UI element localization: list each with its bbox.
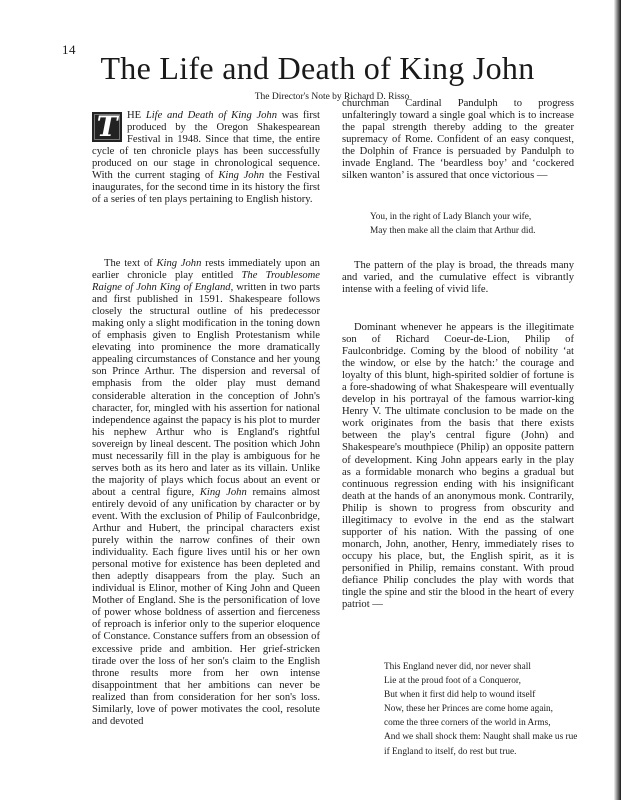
page-edge-shadow — [614, 0, 621, 800]
italic-run: The Troublesome Raigne of John King of England — [92, 270, 320, 294]
italic-run: King John — [199, 486, 247, 498]
block-quote-1 — [370, 210, 536, 238]
text-run: rests immediately upon an earlier chronicle play entitled — [92, 258, 320, 282]
text-run: The text of — [104, 258, 157, 269]
body-paragraph-left — [92, 258, 320, 728]
quote-line: Now, these her Princes are come home again, — [384, 704, 554, 715]
right-paragraph-1-text: churchman Cardinal Pandulph to progress unfalteringly toward a single goal which is to increase the papal strength thereby adding to the greater supremacy of Rome. Confident of an easy conquest, the Dolphin of France is persuaded by Pandulph to invade England. The ‘beardless boy’ and ‘cockered silken wanton’ is assured that once victorious — — [342, 98, 574, 182]
quote-line: You, in the right of Lady Blanch your wife, — [370, 212, 532, 222]
page-title: The Life and Death of King John — [100, 50, 535, 86]
byline: The Director's Note by Richard D. Risso — [254, 92, 410, 102]
text-run: remains almost entirely devoid of any unification by character or by event. With the exclusion of Philip of Faulconbridge, Arthur and Hubert, the principal characters exist purely within the narrow confines of their own individuality. Each figure lives until his or her own personal motive for existence has been depleted and then adeptly disappears from the play. Such an individual is Elinor, mother of King John and Queen Mother of England. She is the personification of love of power whose boldness of assertion and fierceness of reproach is inferior only to the superior eloquence of Constance. Constance suffers from an obsession of excessive pride and ambition. Her grief-stricken tirade over the loss of her son's claim to the English throne results more from her own intense disappointment that her ambitions can never be realized than from consideration for her son's loss. Similarly, love of power motivates the cool, resolute and devoted — [92, 486, 320, 727]
left-paragraph-text — [92, 258, 320, 728]
drop-cap-ornament: T — [92, 112, 122, 142]
body-paragraph-right-1 — [342, 98, 574, 182]
quote-line: come the three corners of the world in Arms, — [384, 718, 551, 729]
italic-run: King John — [218, 170, 265, 182]
quote-line: But when it first did help to wound itself — [384, 690, 536, 701]
body-paragraph-right-3 — [342, 322, 574, 611]
quote-line: And we shall shock them: Naught shall make us rue — [384, 732, 578, 743]
intro-text — [92, 110, 320, 205]
italic-run: King John — [156, 258, 202, 269]
text-run: the Festival inaugurates, for the second time in its history the first of a series of ten plays pertaining to English history. — [92, 170, 320, 206]
text-run: was first produced by the Oregon Shakespearean Festival in 1948. Since that time, the entire cycle of ten chronicle plays has been successfully produced on our stage in chronological sequence. With the current staging of — [92, 110, 320, 182]
quote-line: This England never did, nor never shall — [384, 662, 531, 672]
body-paragraph-right-2 — [342, 260, 574, 296]
page-number: 14 — [62, 42, 76, 57]
quote-line: if England to itself, do rest but true. — [384, 746, 517, 757]
intro-paragraph — [92, 110, 320, 206]
italic-run: Life and Death of King John — [145, 110, 278, 121]
quote-line: Lie at the proud foot of a Conqueror, — [384, 676, 521, 687]
right-paragraph-2-text: The pattern of the play is broad, the threads many and varied, and the cumulative effect is vibrantly intense with a feeling of vivid life. — [342, 260, 574, 296]
text-run: , written in two parts and first published in 1591. Shakespeare follows closely the structural outline of his predecessor making only a slight modification in the toning down of emphasis given to English Protestanism while elevating into prominence the more dramatically appealing circumstances of Constance and her young son Prince Arthur. The dispersion and reversal of emphasis from the older play must demand considerable alteration in the conception of John's character, for, mingled with his assertion for national independence against the papacy is his plot to murder his nephew Arthur who is England's rightful sovereign by lineal descent. The position which John must necessarily fill in the play is ambiguous for he serves both as its hero and later as its villain. Unlike the majority of plays which focus about an event or about a central figure, — [92, 282, 320, 498]
quote-line: May then make all the claim that Arthur did. — [370, 226, 536, 237]
block-quote-2 — [384, 660, 577, 759]
text-run: HE — [127, 110, 146, 121]
right-paragraph-3-text: Dominant whenever he appears is the illegitimate son of Richard Coeur-de-Lion, Philip of Faulconbridge. Coming by the blood of nobility ‘at the window, or else by the hatch:’ the courage and loyalty of this blunt, high-spirited soldier of fortune is a fore-shadowing of what Shakespeare will eventually develop in his portrayal of the famous warrior-king Henry V. The ultimate conclusion to be made on the work originates from the basis that there exists between the play's central figure (John) and Shakespeare's mouthpiece (Philip) an opposite pattern of development. King John appears early in the play as a formidable monarch who begins a gradual but continuous regression ending with his insignificant death at the hands of an anonymous monk. Contrarily, Philip is shown to progress from obscurity and illegitimacy to evolve in the end as the stalwart supporter of his nation. With the passing of one monarch, John, another, Henry, immediately rises to occupy his place, but, the English spirit, as it is personified in Philip, remains constant. With proud defiance Philip concludes the play with words that tingle the spine and stir the blood in the heart of every patriot — — [342, 322, 574, 611]
